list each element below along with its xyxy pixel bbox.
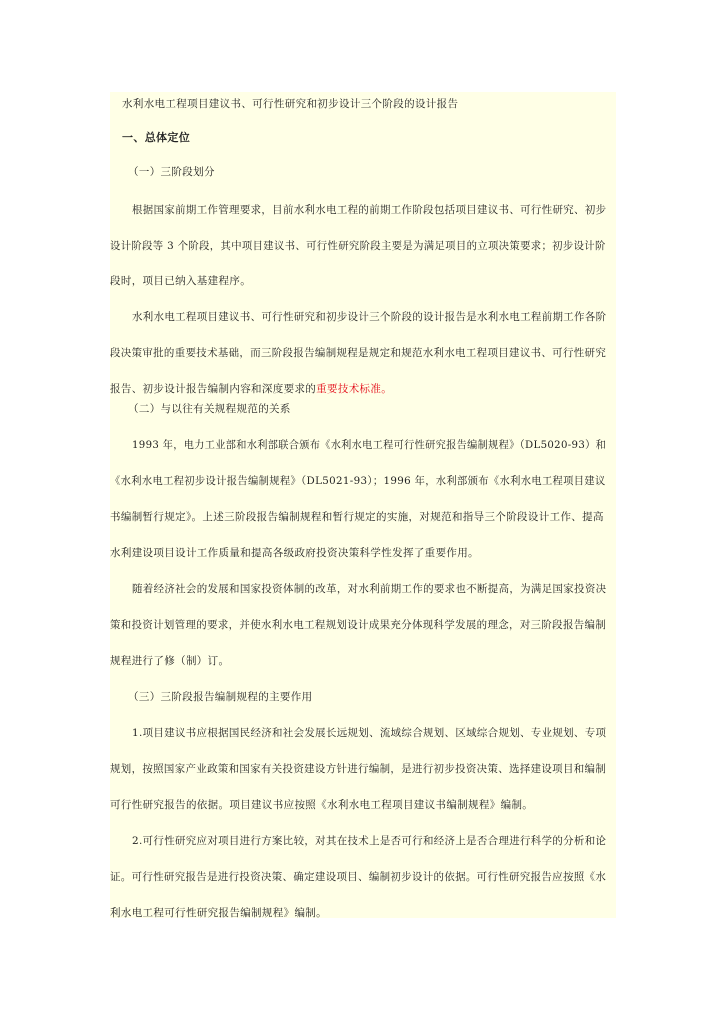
- paragraph-line: 策和投资计划管理的要求，并使水利水电工程规划设计成果充分体现科学发展的理念，对三阶段报告编制: [110, 619, 607, 631]
- paragraph-line: 《水利水电工程初步设计报告编制规程》（DL5021-93）；1996 年，水利部颁布《水利水电工程项目建议: [110, 475, 606, 487]
- paragraph-line: 规程进行了修（制）订。: [110, 655, 230, 667]
- subsection-heading-2: （二）与以往有关规程规范的关系: [128, 403, 291, 415]
- paragraph-line: 段时，项目已纳入基建程序。: [110, 275, 252, 287]
- section-heading-1: 一、总体定位: [122, 131, 191, 144]
- highlighted-link-text[interactable]: 重要技术标准。: [316, 383, 393, 395]
- paragraph-line: 1993 年，电力工业部和水利部联合颁布《水利水电工程可行性研究报告编制规程》（DL5020-93）和: [132, 439, 607, 451]
- paragraph-text: 报告、初步设计报告编制内容和深度要求的: [110, 383, 317, 395]
- subsection-heading-1: （一）三阶段划分: [128, 166, 215, 178]
- paragraph-line: 2.可行性研究应对项目进行方案比较，对其在技术上是否可行和经济上是否合理进行科学的分析和论: [132, 835, 607, 847]
- paragraph-line: 证。可行性研究报告是进行投资决策、确定建设项目、编制初步设计的依据。可行性研究报告应按照《水: [110, 871, 607, 883]
- paragraph-line: 水利水电工程项目建议书、可行性研究和初步设计三个阶段的设计报告是水利水电工程前期工作各阶: [132, 311, 607, 323]
- paragraph-line: 利水电工程可行性研究报告编制规程》编制。: [110, 907, 327, 919]
- paragraph-line: 段决策审批的重要技术基础，而三阶段报告编制规程是规定和规范水利水电工程项目建议书、可行性研究: [110, 347, 607, 359]
- document-body: [110, 92, 616, 918]
- paragraph-line: 根据国家前期工作管理要求，目前水利水电工程的前期工作阶段包括项目建议书、可行性研究、初步: [132, 204, 607, 216]
- paragraph-line: 书编制暂行规定》。上述三阶段报告编制规程和暂行规定的实施，对规范和指导三个阶段设计工作、提高: [110, 511, 604, 523]
- paragraph-line: 水利建设项目设计工作质量和提高各级政府投资决策科学性发挥了重要作用。: [110, 547, 479, 559]
- paragraph-line: 规划，按照国家产业政策和国家有关投资建设方针进行编制，是进行初步投资决策、选择建设项目和编制: [110, 763, 607, 775]
- subsection-heading-3: （三）三阶段报告编制规程的主要作用: [128, 691, 313, 703]
- paragraph-line: 设计阶段等 3 个阶段，其中项目建议书、可行性研究阶段主要是为满足项目的立项决策要求；初步设计阶: [110, 240, 606, 252]
- document-title: 水利水电工程项目建议书、可行性研究和初步设计三个阶段的设计报告: [122, 98, 459, 110]
- paragraph-line: [110, 381, 392, 396]
- paragraph-line: 随着经济社会的发展和国家投资体制的改革，对水利前期工作的要求也不断提高，为满足国家投资决: [132, 583, 607, 595]
- paragraph-line: 可行性研究报告的依据。项目建议书应按照《水利水电工程项目建议书编制规程》编制。: [110, 799, 534, 811]
- paragraph-line: 1.项目建议书应根据国民经济和社会发展长远规划、流域综合规划、区域综合规划、专业规划、专项: [132, 727, 607, 739]
